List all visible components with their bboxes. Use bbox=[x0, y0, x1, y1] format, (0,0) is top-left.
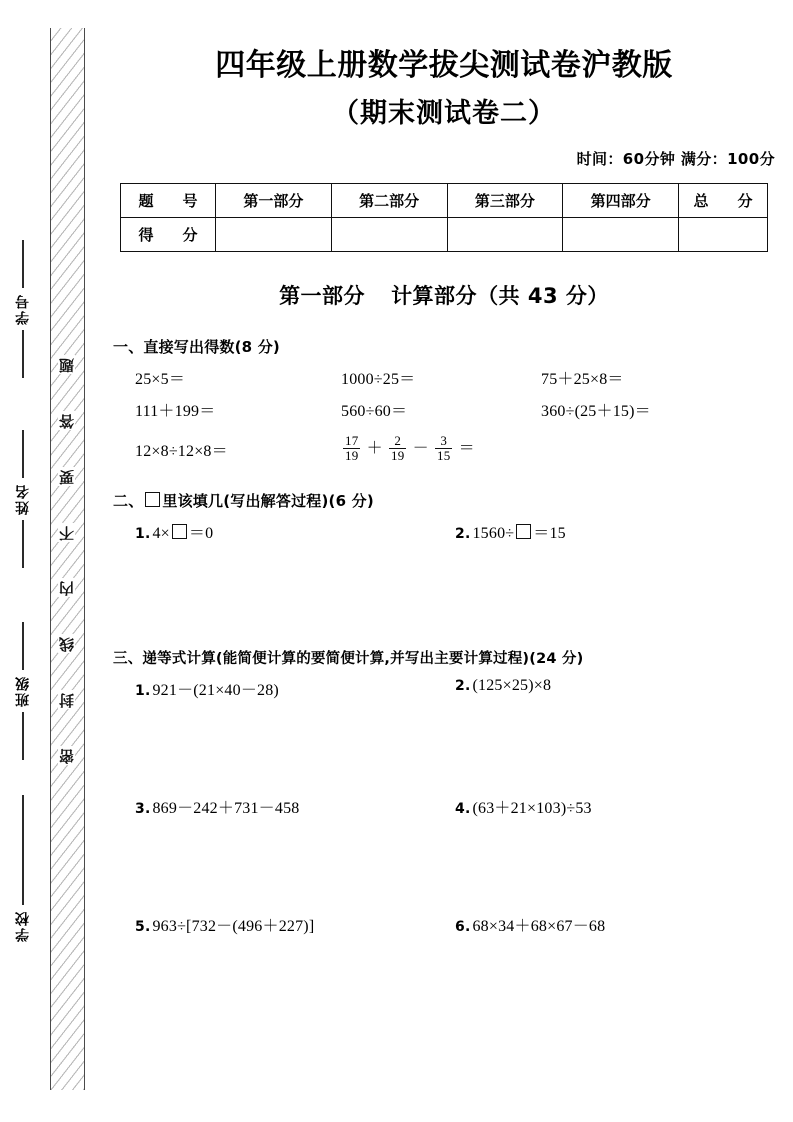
part-points: （共 43 分） bbox=[477, 283, 609, 308]
table-column-header: 第四部分 bbox=[563, 183, 679, 217]
question-row-fractions bbox=[135, 432, 793, 464]
part-title: 计算部分 bbox=[391, 283, 478, 308]
student-field-label: 学校 bbox=[15, 910, 31, 942]
fraction-expression bbox=[341, 432, 581, 464]
expression: 111＋199＝ bbox=[135, 402, 216, 420]
page-title: 四年级上册数学拔尖测试卷沪教版 bbox=[215, 48, 673, 83]
expression: 12×8÷12×8＝ bbox=[135, 442, 228, 460]
question-number: 1. bbox=[135, 525, 151, 542]
question-row bbox=[135, 795, 793, 818]
seal-char: 不 bbox=[58, 523, 74, 542]
question-item bbox=[455, 795, 775, 818]
seal-char: 线 bbox=[58, 635, 74, 654]
student-field-xuexiao bbox=[4, 795, 42, 947]
seal-sidebar bbox=[0, 0, 95, 1122]
seal-line-text bbox=[50, 355, 83, 765]
question-number: 2. bbox=[455, 525, 471, 542]
expression-after: ＝15 bbox=[533, 524, 566, 542]
write-in-rule[interactable] bbox=[22, 795, 24, 905]
question-row bbox=[135, 520, 793, 543]
section-heading-2 bbox=[113, 490, 793, 511]
expression: (63＋21×103)÷53 bbox=[472, 799, 592, 817]
question-item bbox=[455, 520, 775, 543]
table-column-header: 第三部分 bbox=[447, 183, 563, 217]
score-cell[interactable] bbox=[447, 217, 563, 251]
fraction-denominator: 15 bbox=[437, 447, 451, 463]
expression: 963÷[732－(496＋227)] bbox=[152, 917, 315, 935]
seal-char: 密 bbox=[58, 746, 74, 765]
answer-space[interactable] bbox=[95, 700, 793, 786]
operator: － bbox=[412, 439, 429, 457]
fraction-numerator: 2 bbox=[394, 432, 402, 448]
student-field-label: 姓名 bbox=[15, 483, 31, 515]
write-in-rule[interactable] bbox=[22, 430, 24, 478]
student-field-label: 学号 bbox=[15, 293, 31, 325]
write-in-rule[interactable] bbox=[22, 520, 24, 568]
seal-char: 内 bbox=[58, 579, 74, 598]
blank-box-icon bbox=[145, 492, 160, 507]
question-row bbox=[135, 677, 793, 700]
part-heading bbox=[95, 280, 793, 310]
table-column-header: 第一部分 bbox=[216, 183, 332, 217]
part-name: 第一部分 bbox=[279, 283, 366, 308]
fraction-numerator: 17 bbox=[345, 432, 359, 448]
question-number: 5. bbox=[135, 918, 151, 935]
answer-space[interactable] bbox=[95, 818, 793, 904]
write-in-rule[interactable] bbox=[22, 240, 24, 288]
table-column-header: 第二部分 bbox=[331, 183, 447, 217]
score-table bbox=[120, 183, 768, 252]
question-item bbox=[455, 913, 775, 936]
student-field-banji bbox=[4, 622, 42, 760]
equals-sign: ＝ bbox=[458, 439, 475, 457]
table-row bbox=[121, 217, 768, 251]
score-cell[interactable] bbox=[563, 217, 679, 251]
fraction-denominator: 19 bbox=[391, 447, 405, 463]
table-column-header: 总 分 bbox=[679, 183, 768, 217]
seal-char: 答 bbox=[58, 411, 74, 430]
seal-char: 要 bbox=[58, 467, 74, 486]
student-field-label: 班级 bbox=[15, 675, 31, 707]
score-cell[interactable] bbox=[679, 217, 768, 251]
expression: 1000÷25＝ bbox=[341, 370, 416, 388]
fraction bbox=[343, 434, 360, 463]
expression: 75＋25×8＝ bbox=[541, 370, 624, 388]
exam-meta-info: 时间：60分钟 满分：100分 bbox=[576, 149, 775, 168]
question-item bbox=[135, 913, 455, 936]
student-field-xuehao bbox=[4, 240, 42, 378]
table-row bbox=[121, 183, 768, 217]
exam-sheet bbox=[95, 0, 793, 1122]
expression: 921－(21×40－28) bbox=[152, 681, 279, 699]
fraction-denominator: 19 bbox=[345, 447, 359, 463]
expression: (125×25)×8 bbox=[472, 676, 552, 694]
expression-before: 4× bbox=[152, 524, 170, 542]
expression: 68×34＋68×67－68 bbox=[472, 917, 606, 935]
expression-after: ＝0 bbox=[188, 524, 214, 542]
expression: 360÷(25＋15)＝ bbox=[541, 402, 651, 420]
question-item bbox=[135, 677, 455, 700]
section-heading-1: 一、直接写出得数(8 分) bbox=[113, 337, 280, 356]
answer-space[interactable] bbox=[95, 543, 793, 621]
blank-box-icon[interactable] bbox=[516, 524, 531, 539]
question-item bbox=[135, 795, 455, 818]
question-item bbox=[455, 677, 775, 695]
question-item bbox=[135, 520, 455, 543]
question-number: 2. bbox=[455, 677, 471, 694]
table-row-label: 得 分 bbox=[121, 217, 216, 251]
seal-char: 封 bbox=[58, 691, 74, 710]
section-heading-suffix: 里该填几(写出解答过程)(6 分) bbox=[162, 491, 374, 510]
score-cell[interactable] bbox=[216, 217, 332, 251]
score-cell[interactable] bbox=[331, 217, 447, 251]
page-subtitle: （期末测试卷二） bbox=[332, 97, 556, 129]
question-number: 3. bbox=[135, 800, 151, 817]
seal-char: 题 bbox=[58, 356, 74, 374]
question-row bbox=[135, 366, 793, 389]
expression: 560÷60＝ bbox=[341, 402, 408, 420]
fraction-numerator: 3 bbox=[440, 432, 448, 448]
question-number: 1. bbox=[135, 682, 151, 699]
question-number: 4. bbox=[455, 800, 471, 817]
operator: ＋ bbox=[366, 439, 383, 457]
question-number: 6. bbox=[455, 918, 471, 935]
table-row-label: 题 号 bbox=[121, 183, 216, 217]
student-info-fields bbox=[0, 0, 46, 1122]
section-heading-3: 三、递等式计算(能简便计算的要简便计算,并写出主要计算过程)(24 分) bbox=[113, 650, 584, 667]
expression: 25×5＝ bbox=[135, 370, 186, 388]
write-in-rule[interactable] bbox=[22, 622, 24, 670]
fraction bbox=[435, 434, 452, 463]
fraction bbox=[389, 434, 406, 463]
blank-box-icon[interactable] bbox=[172, 524, 187, 539]
student-field-xingming bbox=[4, 430, 42, 568]
write-in-rule[interactable] bbox=[22, 712, 24, 760]
section-heading-prefix: 二、 bbox=[113, 491, 144, 510]
expression-before: 1560÷ bbox=[472, 524, 515, 542]
expression: 869－242＋731－458 bbox=[152, 799, 300, 817]
write-in-rule[interactable] bbox=[22, 330, 24, 378]
question-row bbox=[135, 913, 793, 936]
question-row bbox=[135, 398, 793, 421]
